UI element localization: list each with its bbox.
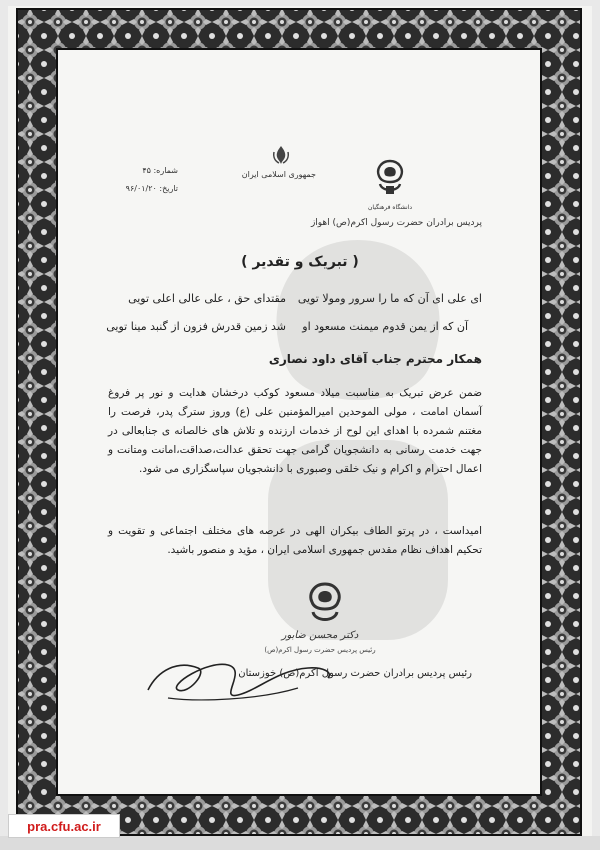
stamp-text: رئیس پردیس حضرت رسول اکرم(ص) — [264, 646, 376, 654]
right-logo-caption: دانشگاه فرهنگیان — [367, 204, 413, 211]
poem-line1-right: ای علی ای آن که ما را سرور ومولا تویی — [297, 292, 482, 305]
poem-line1-left: مقتدای حق ، علی عالی اعلی تویی — [128, 292, 286, 305]
letter-date: تاریخ: ۹۶/۰۱/۲۰ — [125, 184, 178, 193]
iran-emblem-icon — [270, 144, 292, 166]
poem-line2-left: شد زمین قدرش فزون از گنبد مینا تویی — [106, 320, 286, 333]
page-title: ( تبریک و تقدیر ) — [241, 254, 359, 270]
left-logo-caption: جمهوری اسلامی ایران — [241, 170, 316, 179]
paragraph-wishes: امیداست ، در پرتو الطاف بیکران الهی در عرصه های مختلف اجتماعی و تقویت و تحکیم اهداف نظام مقدس جمهوری اسلامی ایران ، مؤید و منصور باشید. — [108, 525, 482, 556]
poem-line2-right: آن که از یمن قدوم میمنت مسعود او — [302, 320, 468, 333]
signer-name: دکتر محسن ضابور — [281, 630, 359, 641]
signer-position: رئیس پردیس برادران حضرت رسول اکرم(ص) خوزستان — [238, 668, 472, 679]
salutation: همکار محترم جناب آقای داود نصاری — [268, 352, 482, 366]
university-logo-icon — [370, 158, 410, 198]
institution-name: پردیس برادران حضرت رسول اکرم(ص) اهواز — [310, 218, 482, 228]
letter-number: شماره: ۴۵ — [142, 166, 178, 175]
scan-bottom-strip — [0, 836, 600, 850]
paragraph-congratulation: ضمن عرض تبریک به مناسبت میلاد مسعود کوکب درخشان هدایت و نور پر فروغ آسمان امامت ، مولی الموحدین امیرالمؤمنین علی (ع) وروز سترگ پدر، فرصت را مغتنم شمرده با اهدای این لوح از خدمات ارزنده و تلاش های خالصانه ی جنابعالی در جهت خدمت رسانی به دانشجویان گرامی جهت تحقق عدالت،صداقت،امانت ومتانت و اعمال احترام و اکرام و نیک خلقی وصبوری با دانشجویان سپاسگزاری می شود. — [108, 387, 482, 475]
site-watermark-badge: pra.cfu.ac.ir — [8, 814, 120, 838]
stamp-logo-icon — [300, 580, 350, 630]
